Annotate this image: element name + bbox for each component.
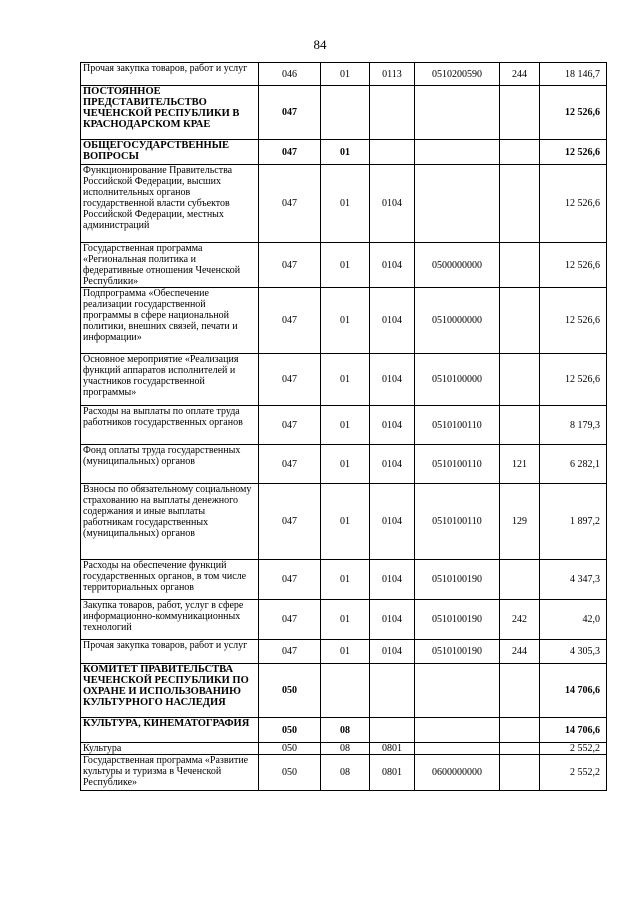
cell-target-code: 0510100000 — [415, 354, 500, 406]
cell-subsection-code — [370, 140, 415, 165]
cell-name: Культура — [81, 743, 259, 755]
cell-subsection-code: 0104 — [370, 484, 415, 560]
cell-target-code: 0510200590 — [415, 63, 500, 86]
cell-subsection-code: 0104 — [370, 288, 415, 354]
cell-name: Государственная программа «Региональная политика и федеративные отношения Чеченской Республики» — [81, 243, 259, 288]
cell-section-code: 01 — [321, 243, 370, 288]
table-row — [81, 718, 607, 743]
cell-amount: 14 706,6 — [540, 718, 607, 743]
cell-ministry-code: 047 — [259, 600, 321, 640]
cell-ministry-code: 050 — [259, 718, 321, 743]
cell-name: Закупка товаров, работ, услуг в сфере информационно-коммуникационных технологий — [81, 600, 259, 640]
cell-amount: 42,0 — [540, 600, 607, 640]
cell-subsection-code: 0104 — [370, 165, 415, 243]
table-row — [81, 445, 607, 484]
table-row — [81, 288, 607, 354]
table-row — [81, 755, 607, 791]
cell-expense-type — [500, 86, 540, 140]
table-row — [81, 664, 607, 718]
cell-expense-type — [500, 664, 540, 718]
cell-name: Функционирование Правительства Российской Федерации, высших исполнительных органов государственной власти субъектов Российской Федерации, местных администраций — [81, 165, 259, 243]
cell-expense-type: 244 — [500, 640, 540, 664]
cell-section-code: 01 — [321, 165, 370, 243]
cell-section-code: 01 — [321, 140, 370, 165]
cell-subsection-code: 0113 — [370, 63, 415, 86]
cell-name: Подпрограмма «Обеспечение реализации государственной программы в сфере национальной политики, внешних связей, печати и информации» — [81, 288, 259, 354]
table-row — [81, 600, 607, 640]
cell-target-code — [415, 718, 500, 743]
cell-amount: 4 347,3 — [540, 560, 607, 600]
table-row — [81, 743, 607, 755]
cell-subsection-code: 0801 — [370, 755, 415, 791]
cell-name: КУЛЬТУРА, КИНЕМАТОГРАФИЯ — [81, 718, 259, 743]
cell-subsection-code: 0104 — [370, 640, 415, 664]
cell-ministry-code: 047 — [259, 288, 321, 354]
cell-amount: 12 526,6 — [540, 140, 607, 165]
cell-target-code — [415, 743, 500, 755]
cell-expense-type — [500, 243, 540, 288]
cell-expense-type — [500, 165, 540, 243]
cell-subsection-code: 0104 — [370, 600, 415, 640]
cell-ministry-code: 047 — [259, 165, 321, 243]
cell-target-code: 0510100190 — [415, 640, 500, 664]
table-row — [81, 63, 607, 86]
cell-expense-type — [500, 718, 540, 743]
table-row — [81, 140, 607, 165]
cell-expense-type: 121 — [500, 445, 540, 484]
cell-amount: 12 526,6 — [540, 354, 607, 406]
cell-target-code: 0500000000 — [415, 243, 500, 288]
cell-section-code: 01 — [321, 560, 370, 600]
cell-amount: 12 526,6 — [540, 165, 607, 243]
cell-ministry-code: 047 — [259, 354, 321, 406]
cell-amount: 8 179,3 — [540, 406, 607, 445]
cell-name: Расходы на выплаты по оплате труда работников государственных органов — [81, 406, 259, 445]
cell-subsection-code: 0104 — [370, 406, 415, 445]
cell-name: ОБЩЕГОСУДАРСТВЕННЫЕ ВОПРОСЫ — [81, 140, 259, 165]
cell-expense-type — [500, 288, 540, 354]
cell-target-code — [415, 140, 500, 165]
cell-name: Прочая закупка товаров, работ и услуг — [81, 63, 259, 86]
budget-table — [80, 62, 607, 791]
cell-ministry-code: 046 — [259, 63, 321, 86]
cell-subsection-code: 0104 — [370, 560, 415, 600]
cell-amount: 1 897,2 — [540, 484, 607, 560]
cell-name: Взносы по обязательному социальному страхованию на выплаты денежного содержания и иные выплаты работникам государственных (муниципальных) органов — [81, 484, 259, 560]
cell-target-code: 0510100110 — [415, 484, 500, 560]
cell-expense-type: 244 — [500, 63, 540, 86]
cell-ministry-code: 047 — [259, 140, 321, 165]
cell-ministry-code: 050 — [259, 664, 321, 718]
cell-amount: 12 526,6 — [540, 86, 607, 140]
cell-amount: 2 552,2 — [540, 743, 607, 755]
table-row — [81, 406, 607, 445]
cell-expense-type — [500, 560, 540, 600]
cell-amount: 14 706,6 — [540, 664, 607, 718]
cell-target-code: 0510100110 — [415, 445, 500, 484]
cell-ministry-code: 050 — [259, 755, 321, 791]
cell-target-code: 0510100190 — [415, 560, 500, 600]
cell-subsection-code: 0104 — [370, 243, 415, 288]
table-row — [81, 560, 607, 600]
cell-amount: 2 552,2 — [540, 755, 607, 791]
cell-ministry-code: 047 — [259, 243, 321, 288]
cell-amount: 12 526,6 — [540, 243, 607, 288]
cell-name: Фонд оплаты труда государственных (муниципальных) органов — [81, 445, 259, 484]
cell-target-code — [415, 165, 500, 243]
cell-expense-type — [500, 755, 540, 791]
table-row — [81, 165, 607, 243]
cell-section-code: 08 — [321, 743, 370, 755]
table-row — [81, 243, 607, 288]
cell-target-code — [415, 86, 500, 140]
cell-section-code: 01 — [321, 63, 370, 86]
cell-section-code: 01 — [321, 354, 370, 406]
cell-target-code: 0600000000 — [415, 755, 500, 791]
cell-target-code: 0510100110 — [415, 406, 500, 445]
cell-amount: 18 146,7 — [540, 63, 607, 86]
page-number: 84 — [313, 37, 327, 52]
cell-ministry-code: 047 — [259, 445, 321, 484]
cell-section-code: 01 — [321, 484, 370, 560]
cell-section-code: 01 — [321, 640, 370, 664]
table-row — [81, 484, 607, 560]
cell-section-code — [321, 664, 370, 718]
cell-section-code: 01 — [321, 600, 370, 640]
cell-section-code: 01 — [321, 445, 370, 484]
cell-subsection-code — [370, 664, 415, 718]
cell-expense-type — [500, 743, 540, 755]
cell-name: Прочая закупка товаров, работ и услуг — [81, 640, 259, 664]
cell-name: ПОСТОЯННОЕ ПРЕДСТАВИТЕЛЬСТВО ЧЕЧЕНСКОЙ РЕСПУБЛИКИ В КРАСНОДАРСКОМ КРАЕ — [81, 86, 259, 140]
cell-ministry-code: 050 — [259, 743, 321, 755]
cell-ministry-code: 047 — [259, 640, 321, 664]
cell-name: Государственная программа «Развитие культуры и туризма в Чеченской Республике» — [81, 755, 259, 791]
table-row — [81, 354, 607, 406]
cell-amount: 4 305,3 — [540, 640, 607, 664]
cell-expense-type — [500, 406, 540, 445]
cell-section-code — [321, 86, 370, 140]
cell-subsection-code: 0104 — [370, 354, 415, 406]
cell-ministry-code: 047 — [259, 86, 321, 140]
cell-section-code: 01 — [321, 288, 370, 354]
cell-section-code: 08 — [321, 718, 370, 743]
cell-amount: 6 282,1 — [540, 445, 607, 484]
cell-target-code: 0510100190 — [415, 600, 500, 640]
cell-subsection-code — [370, 718, 415, 743]
cell-expense-type — [500, 354, 540, 406]
cell-ministry-code: 047 — [259, 484, 321, 560]
cell-ministry-code: 047 — [259, 560, 321, 600]
cell-name: КОМИТЕТ ПРАВИТЕЛЬСТВА ЧЕЧЕНСКОЙ РЕСПУБЛИКИ ПО ОХРАНЕ И ИСПОЛЬЗОВАНИЮ КУЛЬТУРНОГО НАСЛЕДИЯ — [81, 664, 259, 718]
cell-amount: 12 526,6 — [540, 288, 607, 354]
cell-section-code: 01 — [321, 406, 370, 445]
cell-target-code: 0510000000 — [415, 288, 500, 354]
cell-expense-type: 129 — [500, 484, 540, 560]
cell-subsection-code: 0104 — [370, 445, 415, 484]
cell-expense-type: 242 — [500, 600, 540, 640]
cell-name: Основное мероприятие «Реализация функций аппаратов исполнителей и участников государственной программы» — [81, 354, 259, 406]
cell-ministry-code: 047 — [259, 406, 321, 445]
table-row — [81, 640, 607, 664]
table-row — [81, 86, 607, 140]
cell-expense-type — [500, 140, 540, 165]
cell-section-code: 08 — [321, 755, 370, 791]
cell-name: Расходы на обеспечение функций государственных органов, в том числе территориальных органов — [81, 560, 259, 600]
cell-subsection-code: 0801 — [370, 743, 415, 755]
cell-subsection-code — [370, 86, 415, 140]
cell-target-code — [415, 664, 500, 718]
